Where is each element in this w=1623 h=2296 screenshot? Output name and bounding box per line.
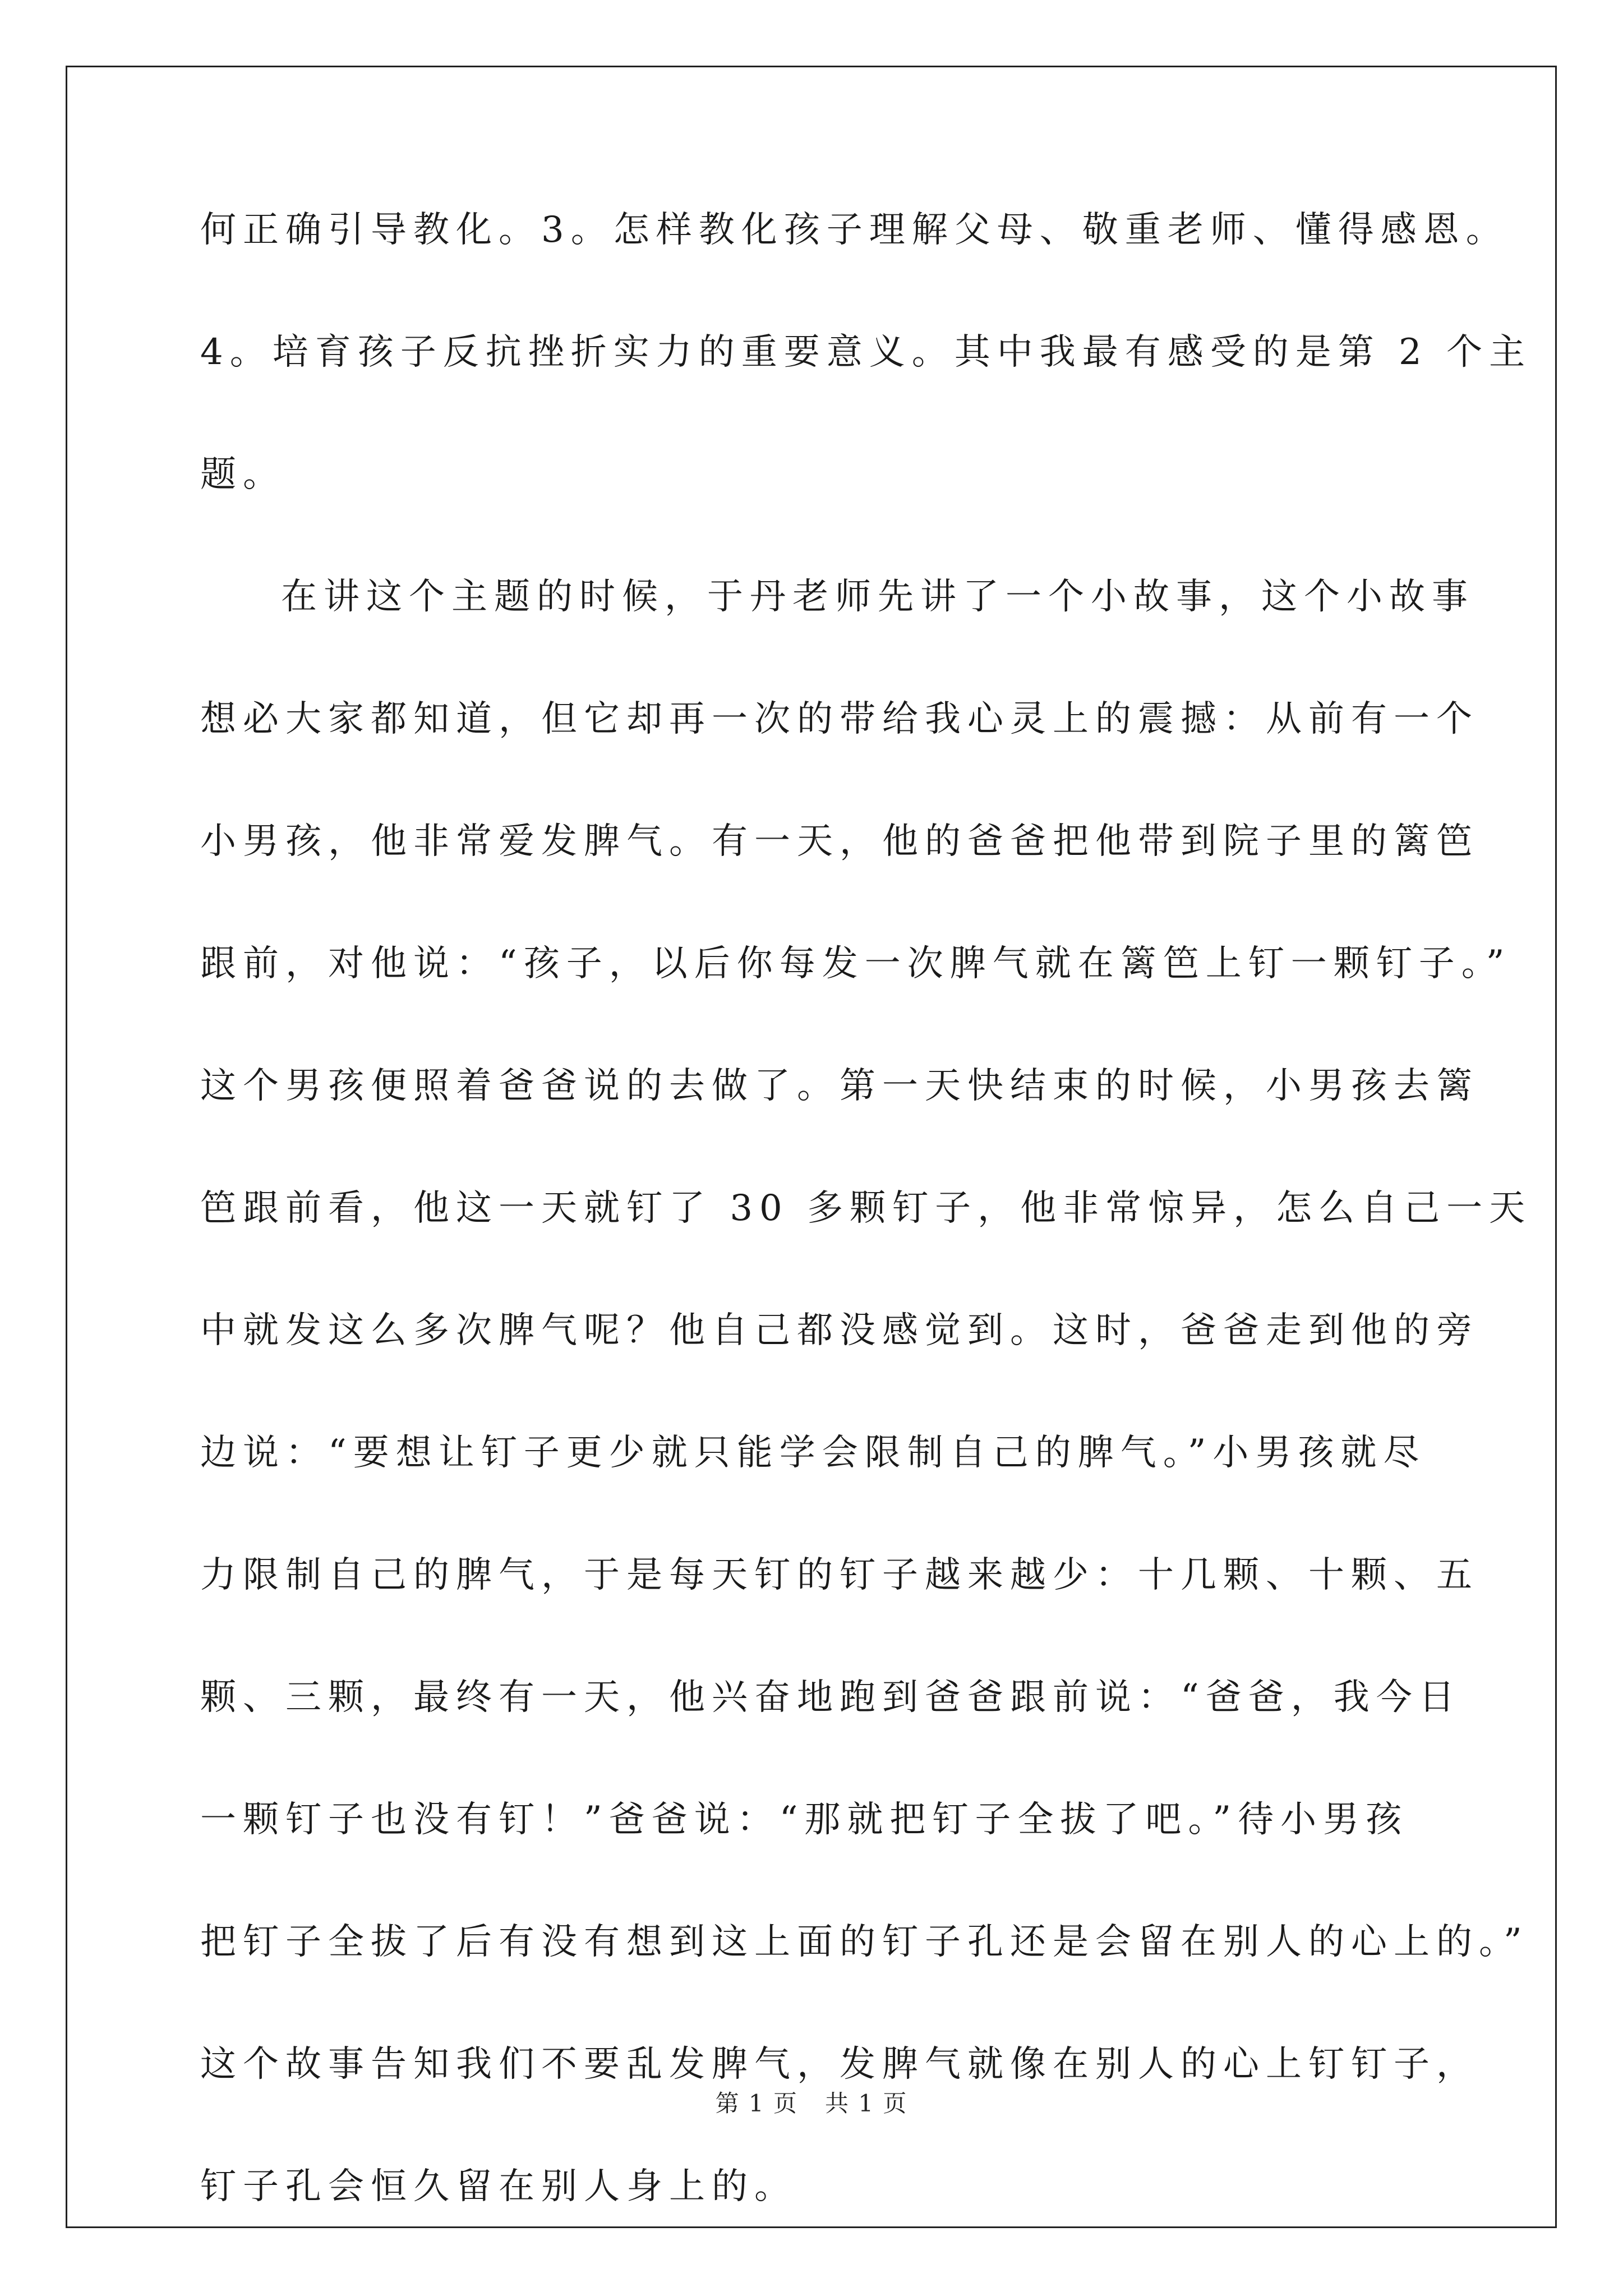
text-line-5: 想必大家都知道，但它却再一次的带给我心灵上的震撼：从前有一个 — [200, 698, 1479, 740]
paragraph-2-first-line: 在讲这个主题的时候，于丹老师先讲了一个小故事，这个小故事 — [281, 576, 1474, 618]
text-line-1: 何正确引导教化。3。怎样教化孩子理解父母、敬重老师、懂得感恩。 — [200, 209, 1509, 251]
text-line-17: 钉子孔会恒久留在别人身上的。 — [200, 2166, 797, 2207]
text-line-14: 一颗钉子也没有钉！”爸爸说：“那就把钉子全拔了吧。”待小男孩 — [200, 1799, 1409, 1841]
page-footer — [0, 2087, 1623, 2120]
text-line-2: 4。培育孩子反抗挫折实力的重要意义。其中我最有感受的是第 2 个主 — [200, 332, 1532, 373]
text-line-7: 跟前，对他说：“孩子，以后你每发一次脾气就在篱笆上钉一颗钉子。” — [200, 943, 1511, 984]
text-line-11: 边说：“要想让钉子更少就只能学会限制自己的脾气。”小男孩就尽 — [200, 1432, 1426, 1474]
text-line-3: 题。 — [200, 454, 285, 495]
text-line-10: 中就发这么多次脾气呢？他自己都没感觉到。这时，爸爸走到他的旁 — [200, 1310, 1479, 1351]
page-number-total: 共 1 页 — [825, 2090, 908, 2117]
text-line-12: 力限制自己的脾气，于是每天钉的钉子越来越少：十几颗、十颗、五 — [200, 1554, 1479, 1596]
text-line-9: 笆跟前看，他这一天就钉了 30 多颗钉子，他非常惊异，怎么自己一天 — [200, 1188, 1532, 1229]
text-line-16: 这个故事告知我们不要乱发脾气，发脾气就像在别人的心上钉钉子， — [200, 2044, 1479, 2085]
text-line-15: 把钉子全拔了后有没有想到这上面的钉子孔还是会留在别人的心上的。” — [200, 1921, 1529, 1963]
text-line-13: 颗、三颗，最终有一天，他兴奋地跑到爸爸跟前说：“爸爸，我今日 — [200, 1677, 1461, 1718]
text-line-8: 这个男孩便照着爸爸说的去做了。第一天快结束的时候，小男孩去篱 — [200, 1065, 1479, 1107]
text-line-6: 小男孩，他非常爱发脾气。有一天，他的爸爸把他带到院子里的篱笆 — [200, 821, 1479, 862]
page-number-current: 第 1 页 — [715, 2090, 798, 2117]
